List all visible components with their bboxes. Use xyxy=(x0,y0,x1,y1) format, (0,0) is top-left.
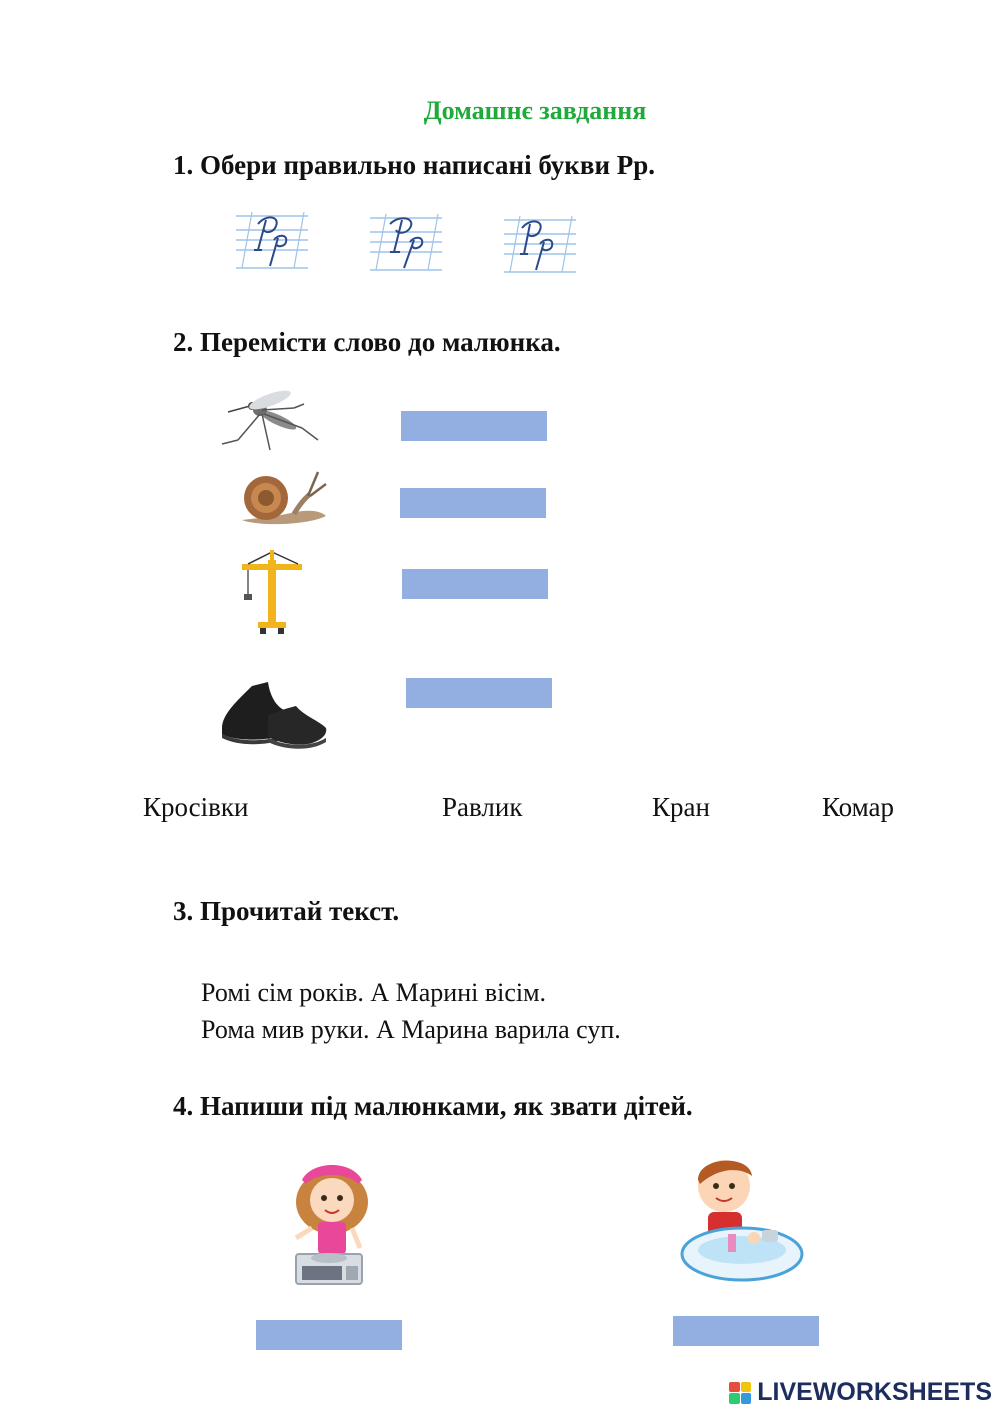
text-line-1: Ромі сім років. А Марині вісім. xyxy=(201,978,547,1007)
word-card-komar[interactable]: Комар xyxy=(822,792,895,822)
letter-option-3[interactable] xyxy=(504,214,576,278)
drop-target-snail[interactable] xyxy=(400,488,546,518)
letter-option-1[interactable] xyxy=(236,210,308,274)
task4-heading: 4. Напиши під малюнками, як звати дітей. xyxy=(173,1091,693,1121)
boy-washing-hands-icon xyxy=(680,1150,806,1284)
task2-heading: 2. Перемісти слово до малюнка. xyxy=(173,327,561,357)
name-answer-boy[interactable] xyxy=(673,1316,819,1346)
text-line-2: Рома мив руки. А Марина варила суп. xyxy=(201,1015,621,1044)
girl-cooking-icon xyxy=(282,1156,382,1288)
drop-target-mosquito[interactable] xyxy=(401,411,547,441)
name-answer-girl[interactable] xyxy=(256,1320,402,1350)
page-title: Домашнє завдання xyxy=(423,96,647,125)
snail-icon xyxy=(236,466,332,528)
cursive-rp-option-2-icon xyxy=(370,212,442,276)
brand-name: LIVEWORKSHEETS xyxy=(757,1378,992,1406)
liveworksheets-logo-icon xyxy=(729,1382,751,1404)
drop-target-crane[interactable] xyxy=(402,569,548,599)
task1-heading: 1. Обери правильно написані букви Рр. xyxy=(173,150,656,180)
cursive-rp-option-3-icon xyxy=(504,214,576,278)
word-card-kran[interactable]: Кран xyxy=(652,792,710,822)
task3-heading: 3. Прочитай текст. xyxy=(173,896,400,926)
word-card-ravlyk[interactable]: Равлик xyxy=(442,792,523,822)
mosquito-icon xyxy=(218,388,322,460)
letter-option-2[interactable] xyxy=(370,212,442,276)
sneakers-icon xyxy=(218,676,330,750)
drop-target-sneakers[interactable] xyxy=(406,678,552,708)
cursive-rp-option-1-icon xyxy=(236,210,308,274)
crane-icon xyxy=(238,550,304,636)
liveworksheets-brand[interactable] xyxy=(729,1378,992,1407)
word-card-krosivky[interactable]: Кросівки xyxy=(143,792,249,822)
